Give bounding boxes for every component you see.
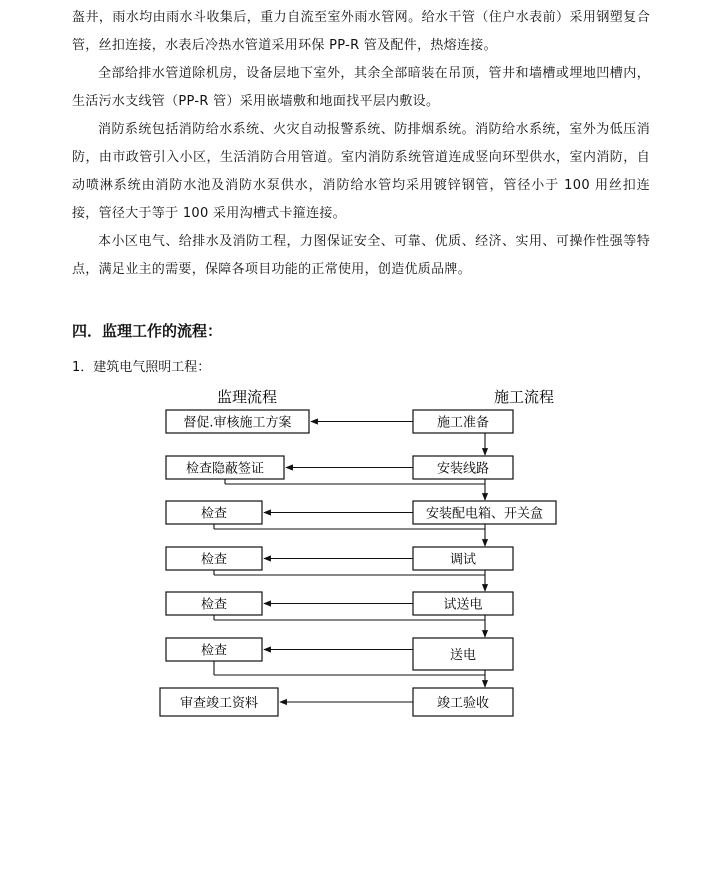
construction-step-4-label: 调试 <box>449 552 477 568</box>
supervision-step-1-label: 督促.审核施工方案 <box>183 415 292 431</box>
supervision-step-3-label: 检查 <box>200 506 228 522</box>
section-heading: 四．监理工作的流程： <box>72 322 223 340</box>
supervision-step-4-label: 检查 <box>200 552 228 568</box>
construction-step-3-label: 安装配电箱、开关盒 <box>425 506 544 522</box>
construction-step-1-label: 施工准备 <box>436 415 490 431</box>
supervision-flow-title: 监理流程 <box>216 388 278 406</box>
construction-step-2-label: 安装线路 <box>436 461 490 477</box>
supervision-step-6-label: 检查 <box>200 643 228 659</box>
paragraph-pipe-installation: 全部给排水管道除机房，设备层地下室外，其余全部暗装在吊顶，管井和墙槽或埋地凹槽内，生活污水支线管（PP-R 管）采用嵌墙敷和地面找平层内敷设。 <box>72 66 650 109</box>
paragraph-summary: 本小区电气、给排水及消防工程，力图保证安全、可靠、优质、经济、实用、可操作性强等特点，满足业主的需要，保障各项目功能的正常使用，创造优质品牌。 <box>72 234 650 277</box>
construction-flow-title: 施工流程 <box>493 388 555 406</box>
paragraph-fire-system: 消防系统包括消防给水系统、火灾自动报警系统、防排烟系统。消防给水系统，室外为低压消防，由市政管引入小区，生活消防合用管道。室内消防系统管道连成竖向环型供水，室内消防，自动喷淋系统由消防水池及消防水泵供水，消防给水管均采用镀锌钢管，管径小于 100 用丝扣连接，管径大于等于 100 采用沟槽式卡箍连接。 <box>72 122 650 221</box>
construction-step-5-label: 试送电 <box>443 597 483 613</box>
supervision-step-7-label: 审查竣工资料 <box>179 696 259 711</box>
supervision-step-5-label: 检查 <box>200 597 228 613</box>
sub-item-title: 1．建筑电气照明工程： <box>72 360 211 375</box>
construction-step-6-label: 送电 <box>449 648 477 663</box>
supervision-step-2-label: 检查隐蔽签证 <box>185 461 265 477</box>
construction-step-7-label: 竣工验收 <box>436 696 490 711</box>
paragraph-drainage: 盔井，雨水均由雨水斗收集后，重力自流至室外雨水管网。给水干管（住户水表前）采用钢塑复合管，丝扣连接，水表后冷热水管道采用环保 PP-R 管及配件，热熔连接。 <box>72 10 650 53</box>
